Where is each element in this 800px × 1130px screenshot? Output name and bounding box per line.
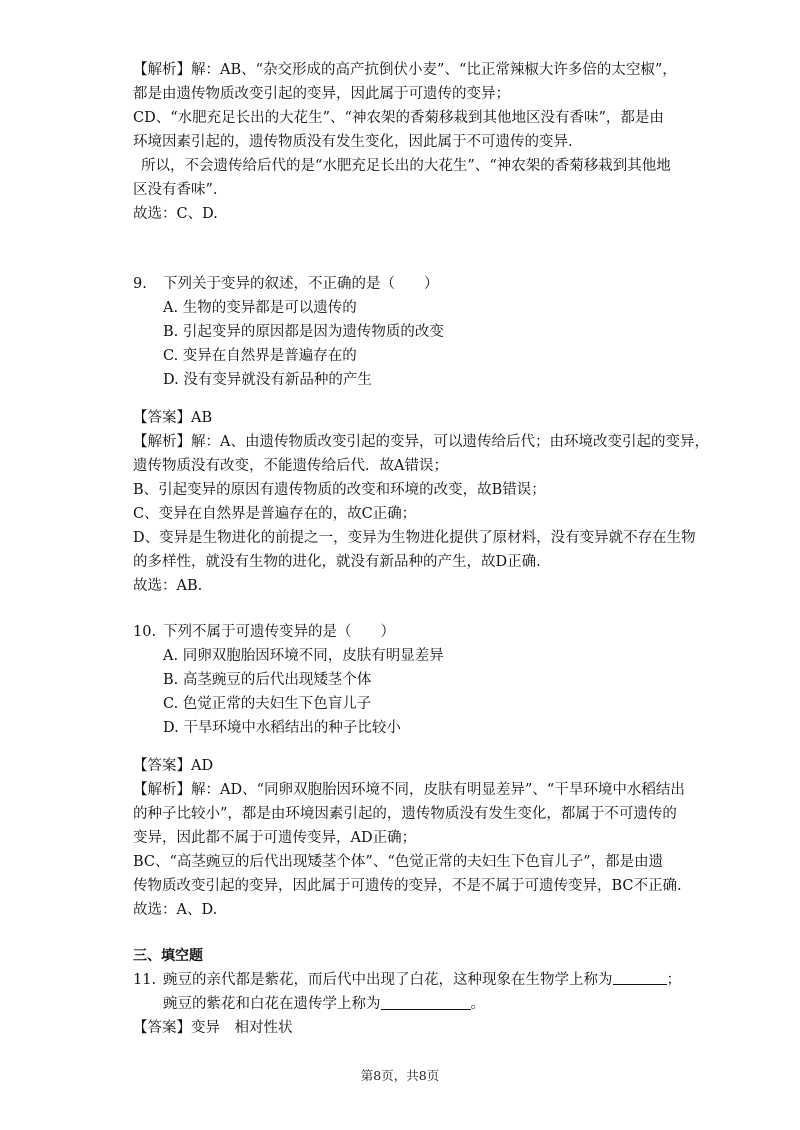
analysis-line: 都是由遗传物质改变引起的变异，因此属于可遗传的变异； — [133, 86, 510, 102]
analysis-line: 的种子比较小”，都是由环境因素引起的，遗传物质没有发生变化，都属于不可遗传的 — [133, 806, 677, 822]
question-punct: 。 — [470, 996, 485, 1012]
question-number: 10. — [133, 624, 157, 640]
analysis-line: 【解析】解：A、由遗传物质改变引起的变异，可以遗传给后代；由环境改变引起的变异， — [133, 434, 709, 450]
page-footer: 第8页，共8页 — [360, 1068, 440, 1083]
analysis-line: 故选：AB. — [133, 578, 203, 594]
question-stem — [133, 968, 681, 992]
option-d: D. 干旱环境中水稻结出的种子比较小 — [163, 720, 401, 736]
analysis-line: CD、“水肥充足长出的大花生”、“神农架的香菊移栽到其他地区没有香味”，都是由 — [133, 110, 664, 126]
analysis-line: 遗传物质没有改变，不能遗传给后代．故A错误； — [133, 458, 448, 474]
option-a: A. 生物的变异都是可以遗传的 — [163, 300, 357, 316]
analysis-line: 【解析】解：AD、“同卵双胞胎因环境不同，皮肤有明显差异”、“干旱环境中水稻结出 — [133, 782, 685, 798]
question-10 — [133, 620, 685, 922]
analysis-line: BC、“高茎豌豆的后代出现矮茎个体”、“色觉正常的夫妇生下色盲儿子”，都是由遗 — [133, 854, 664, 870]
question-stem — [133, 272, 681, 296]
option-b: B. 高茎豌豆的后代出现矮茎个体 — [163, 672, 372, 688]
analysis-line: 所以，不会遗传给后代的是“水肥充足长出的大花生”、“神农架的香菊移栽到其他地 — [141, 158, 671, 174]
option-d: D. 没有变异就没有新品种的产生 — [163, 372, 372, 388]
q8-analysis — [133, 58, 681, 226]
question-text-part1: 豌豆的亲代都是紫花，而后代中出现了白花，这种现象在生物学上称为 — [163, 972, 613, 988]
analysis-line: 故选：A、D. — [133, 902, 218, 918]
analysis-line: D、变异是生物进化的前提之一，变异为生物进化提供了原材料，没有变异就不存在生物 — [133, 530, 696, 546]
question-stem — [133, 620, 681, 644]
question-9 — [133, 272, 709, 598]
analysis-line: 变异，因此都不属于可遗传变异，AD正确； — [133, 830, 417, 846]
analysis-line: 环境因素引起的，遗传物质没有发生变化，因此属于不可遗传的变异. — [133, 134, 573, 150]
question-text: 下列关于变异的叙述，不正确的是（ ） — [163, 276, 439, 292]
question-text: 下列不属于可遗传变异的是（ ） — [163, 624, 395, 640]
question-number: 11. — [133, 972, 157, 988]
fill-blank-1[interactable] — [613, 968, 667, 985]
section-title: 三、填空题 — [133, 948, 203, 964]
analysis-line: 的多样性，就没有生物的进化，就没有新品种的产生，故D正确. — [133, 554, 541, 570]
analysis-line: 【解析】解：AB、“杂交形成的高产抗倒伏小麦”、“比正常辣椒大许多倍的太空椒”， — [133, 62, 677, 78]
fill-blank-2[interactable] — [381, 993, 471, 1010]
answer: 【答案】AB — [133, 410, 213, 426]
question-text-part2: 豌豆的紫花和白花在遗传学上称为 — [163, 996, 381, 1012]
option-c: C. 色觉正常的夫妇生下色盲儿子 — [163, 696, 372, 712]
analysis-line: 区没有香味”. — [133, 182, 218, 198]
analysis-line: B、引起变异的原因有遗传物质的改变和环境的改变，故B错误； — [133, 482, 546, 498]
question-number: 9. — [133, 276, 147, 292]
question-11 — [133, 968, 681, 1040]
option-a: A. 同卵双胞胎因环境不同，皮肤有明显差异 — [163, 648, 444, 664]
document-page — [133, 58, 709, 1040]
option-b: B. 引起变异的原因都是因为遗传物质的改变 — [163, 324, 444, 340]
question-punct: ； — [666, 972, 681, 988]
option-c: C. 变异在自然界是普遍存在的 — [163, 348, 357, 364]
analysis-line: 故选：C、D. — [133, 206, 218, 222]
answer: 【答案】变异 相对性状 — [133, 1020, 293, 1036]
analysis-line: C、变异在自然界是普遍存在的，故C正确； — [133, 506, 417, 522]
answer: 【答案】AD — [133, 758, 214, 774]
question-text-line2 — [133, 992, 681, 1016]
analysis-line: 传物质改变引起的变异，因此属于可遗传的变异，不是不属于可遗传变异，BC不正确. — [133, 878, 682, 894]
